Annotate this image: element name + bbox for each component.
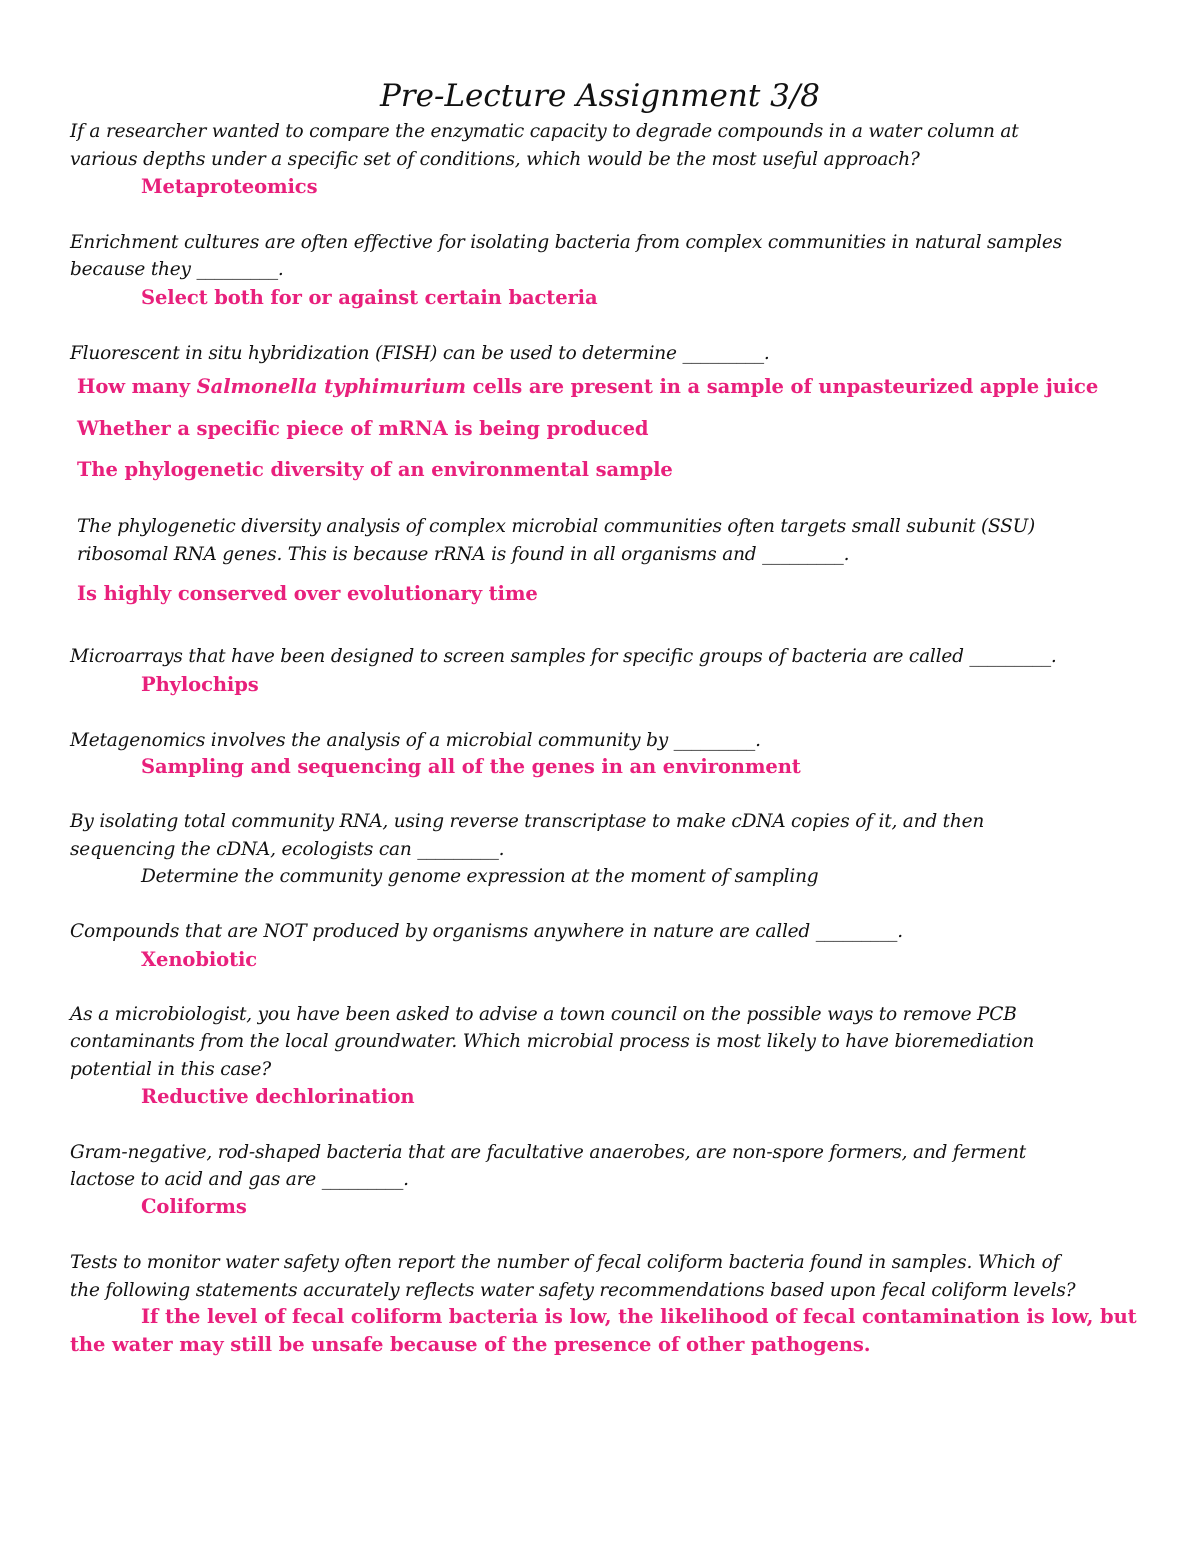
- answer-7: Determine the community genome expression at the moment of sampling: [141, 866, 819, 887]
- question-2-line-1: Enrichment cultures are often effective for isolating bacteria from complex communities in natural samples: [70, 232, 1062, 253]
- question-3-line-1: Fluorescent in situ hybridization (FISH) can be used to determine _________.: [70, 343, 770, 364]
- page-title: Pre-Lecture Assignment 3/8: [379, 78, 821, 114]
- question-1-line-1: If a researcher wanted to compare the enzymatic capacity to degrade compounds in a water column at: [70, 121, 1019, 142]
- answer-3-option-3: The phylogenetic diversity of an environmental sample: [77, 458, 673, 481]
- question-5-line-1: Microarrays that have been designed to screen samples for specific groups of bacteria are called _________.: [70, 646, 1057, 667]
- question-9-line-1: As a microbiologist, you have been asked to advise a town council on the possible ways to remove PCB: [70, 1004, 1017, 1025]
- answer-9: Reductive dechlorination: [141, 1085, 415, 1108]
- question-1-line-2: various depths under a specific set of conditions, which would be the most useful approach?: [70, 149, 920, 170]
- question-11-line-1: Tests to monitor water safety often report the number of fecal coliform bacteria found in samples. Which of: [70, 1252, 1060, 1273]
- question-4-line-2: ribosomal RNA genes. This is because rRNA is found in all organisms and _________.: [77, 544, 850, 565]
- question-9-line-3: potential in this case?: [70, 1059, 271, 1080]
- answer-4: Is highly conserved over evolutionary time: [77, 582, 538, 605]
- question-7-line-1: By isolating total community RNA, using reverse transcriptase to make cDNA copies of it, and then: [70, 811, 985, 832]
- answer-1: Metaproteomics: [141, 175, 318, 198]
- species-name: Salmonella typhimurium: [196, 375, 466, 398]
- answer-10: Coliforms: [141, 1195, 247, 1218]
- answer-11-line-2: the water may still be unsafe because of the presence of other pathogens.: [70, 1333, 871, 1356]
- answer-3-option-2: Whether a specific piece of mRNA is being produced: [77, 417, 649, 440]
- answer-11-line-1: If the level of fecal coliform bacteria is low, the likelihood of fecal contamination is low, but: [141, 1305, 1137, 1328]
- question-10-line-1: Gram-negative, rod-shaped bacteria that are facultative anaerobes, are non-spore formers, and ferment: [70, 1142, 1026, 1163]
- question-9-line-2: contaminants from the local groundwater. Which microbial process is most likely to have bioremediation: [70, 1031, 1035, 1052]
- question-11-line-2: the following statements accurately reflects water safety recommendations based upon fecal coliform levels?: [70, 1280, 1076, 1301]
- answer-3-option-1-pre: How many: [77, 375, 197, 398]
- answer-5: Phylochips: [141, 673, 259, 696]
- answer-8: Xenobiotic: [141, 948, 258, 971]
- question-10-line-2: lactose to acid and gas are _________.: [70, 1169, 409, 1190]
- question-4-line-1: The phylogenetic diversity analysis of complex microbial communities often targets small subunit (SSU): [77, 516, 1036, 537]
- question-8-line-1: Compounds that are NOT produced by organisms anywhere in nature are called _________.: [70, 921, 903, 942]
- question-2-line-2: because they _________.: [70, 259, 284, 280]
- question-6-line-1: Metagenomics involves the analysis of a microbial community by _________.: [70, 730, 761, 751]
- answer-3-option-1: [77, 373, 1098, 401]
- answer-6: Sampling and sequencing all of the genes in an environment: [141, 755, 801, 778]
- answer-3-option-1-post: cells are present in a sample of unpasteurized apple juice: [465, 375, 1099, 398]
- question-7-line-2: sequencing the cDNA, ecologists can _________.: [70, 839, 505, 860]
- answer-2: Select both for or against certain bacteria: [141, 286, 598, 309]
